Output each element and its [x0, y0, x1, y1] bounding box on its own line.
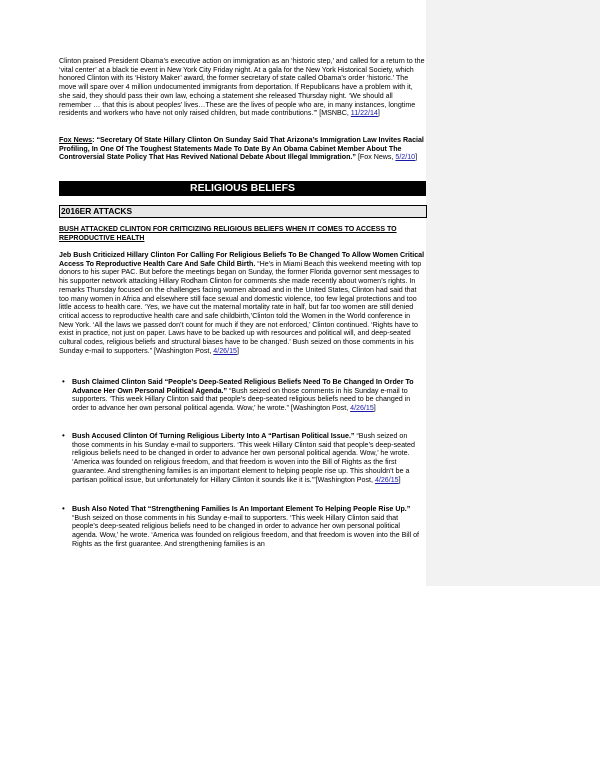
- bullet-dot-icon: •: [62, 431, 65, 440]
- bullet-item: [59, 505, 425, 549]
- bullet-dot-icon: •: [62, 377, 65, 386]
- paragraph-end: ]: [415, 153, 418, 162]
- source-link-wapo[interactable]: 4/26/15: [213, 346, 237, 355]
- paragraph-headline: Jeb Bush Criticized Hillary Clinton For Calling For Religious Beliefs To Be Changed To Allow Women Critical Access To Reproductive Health Care And Safe Child Birth.: [59, 251, 425, 268]
- paragraph-cite: [Fox News,: [355, 153, 396, 162]
- bullet-end: ]: [398, 475, 401, 484]
- bullet-end: ]: [373, 404, 376, 413]
- paragraph-text: “He’s in Miami Beach this weekend meeting with top donors to his super PAC. But before the meetings began on Sunday, the former Florida governor sent messages to his supporter network attacking Hillary Rodham Clinton for comments she made recently about women’s rights. In remarks Thursday focused on the challenges facing women abroad and in the United States, Clinton had said that too many women in Africa and elsewhere still face sexual and domestic violence, too few legal protections and too little access to health care. ‘Yes, we have cut the maternal mortality rate in half, but far too women are still denied critical access to reproductive health care and safe childbirth,’Clinton told the Women in the World conference in New York. ‘All the laws we passed don’t count for much if they are not enforced,’ Clinton continued. ‘Rights have to exist in practice, not just on paper. Laws have to be backed up with resources and political will, and deep-seated cultural codes, religious beliefs and structural biases have to be changed.’ Bush seized on those comments in his Sunday e-mail to supporters.” [Washington Post,: [59, 259, 422, 355]
- source-name: Fox News: [59, 136, 93, 144]
- bullet-text: “Bush seized on those comments in his Sunday e-mail to supporters. ‘This week Hillary Clinton said that people’s deep-seated religious beliefs need to be changed in order to advance her own personal political agenda. Wow,’ he wrote. ‘America was founded on religious freedom, and that freedom is woven into the Bill of Rights as the first guarantee. And strengthening families is an: [72, 513, 419, 548]
- bullet-text: “Bush seized on those comments in his Sunday e-mail to supporters. ‘This week Hillary Clinton said that people’s deep-seated religious beliefs need to be changed in order to advance her own personal political agenda. Wow,’ he wrote.” [Washington Post,: [72, 386, 411, 413]
- bullet-item: [59, 432, 425, 484]
- paragraph-headline: : “Secretary Of State Hillary Clinton On Sunday Said That Arizona’s Immigration Law Invites Racial Profiling, In One Of The Toughest Statements Made To Date By An Obama Cabinet Member About The Controversial State Policy That Has Revived National Debate About Illegal Immigration.”: [59, 136, 424, 162]
- paragraph-text: Clinton praised President Obama’s executive action on immigration as an ‘historic step,’ and called for a return to the ‘vital center’ at a black tie event in New York City Friday night. At a gala for the New York Historical Society, which honored Clinton with its ‘History Maker’ award, the former secretary of state called Obama’s order ‘historic.’ The move will spare over 4 million undocumented immigrants from deportation. If Republicans have a problem with it, she said, they should pass their own law, echoing a statement she released Thursday night. ‘We should all remember … that this is about peoples’ lives…These are the lives of people who are, in many instances, longtime residents and workers who have not only raised children, but made contributions.’” [MSNBC,: [59, 57, 425, 118]
- bullet-headline: Bush Claimed Clinton Said “People’s Deep-Seated Religious Beliefs Need To Be Changed In Order To Advance Her Own Personal Political Agenda.”: [72, 378, 414, 395]
- source-link-wapo[interactable]: 4/26/15: [350, 404, 374, 413]
- comment-margin-panel: [426, 0, 600, 586]
- bullet-headline: Bush Also Noted That “Strengthening Families Is An Important Element To Helping People Rise Up.”: [72, 505, 411, 513]
- topic-heading: BUSH ATTACKED CLINTON FOR CRITICIZING RELIGIOUS BELIEFS WHEN IT COMES TO ACCESS TO REPRODUCTIVE HEALTH: [59, 226, 397, 242]
- document-body: [59, 57, 425, 162]
- bullet-text: “Bush seized on those comments in his Sunday e-mail to supporters. ‘This week Hillary Clinton said that people’s deep-seated religious beliefs need to be changed in order to advance her own personal political agenda. Wow,’ he wrote. ‘America was founded on religious freedom, and that freedom is woven into the Bill of Rights as the first guarantee. And strengthening families is an important element to helping people rise up. This shouldn’t be a partisan political issue, but unfortunately for Hillary Clinton it sounds like it is.’”[Washington Post,: [72, 432, 415, 484]
- paragraph-fox: [59, 136, 425, 162]
- section-title-bar: RELIGIOUS BELIEFS: [59, 181, 426, 196]
- source-link-fox[interactable]: 5/2/10: [395, 153, 416, 162]
- source-link-wapo[interactable]: 4/26/15: [374, 475, 399, 484]
- bullet-dot-icon: •: [62, 504, 65, 513]
- bullet-item: [59, 378, 425, 413]
- paragraph-end: ]: [377, 109, 380, 118]
- subsection-heading: 2016ER ATTACKS: [59, 205, 427, 218]
- paragraph-main: [59, 251, 425, 355]
- paragraph-msnbc: [59, 57, 425, 136]
- source-link-msnbc[interactable]: 11/22/14: [350, 109, 378, 118]
- paragraph-end: ]: [236, 346, 239, 355]
- bullet-headline: Bush Accused Clinton Of Turning Religious Liberty Into A “Partisan Political Issue.”: [72, 432, 355, 440]
